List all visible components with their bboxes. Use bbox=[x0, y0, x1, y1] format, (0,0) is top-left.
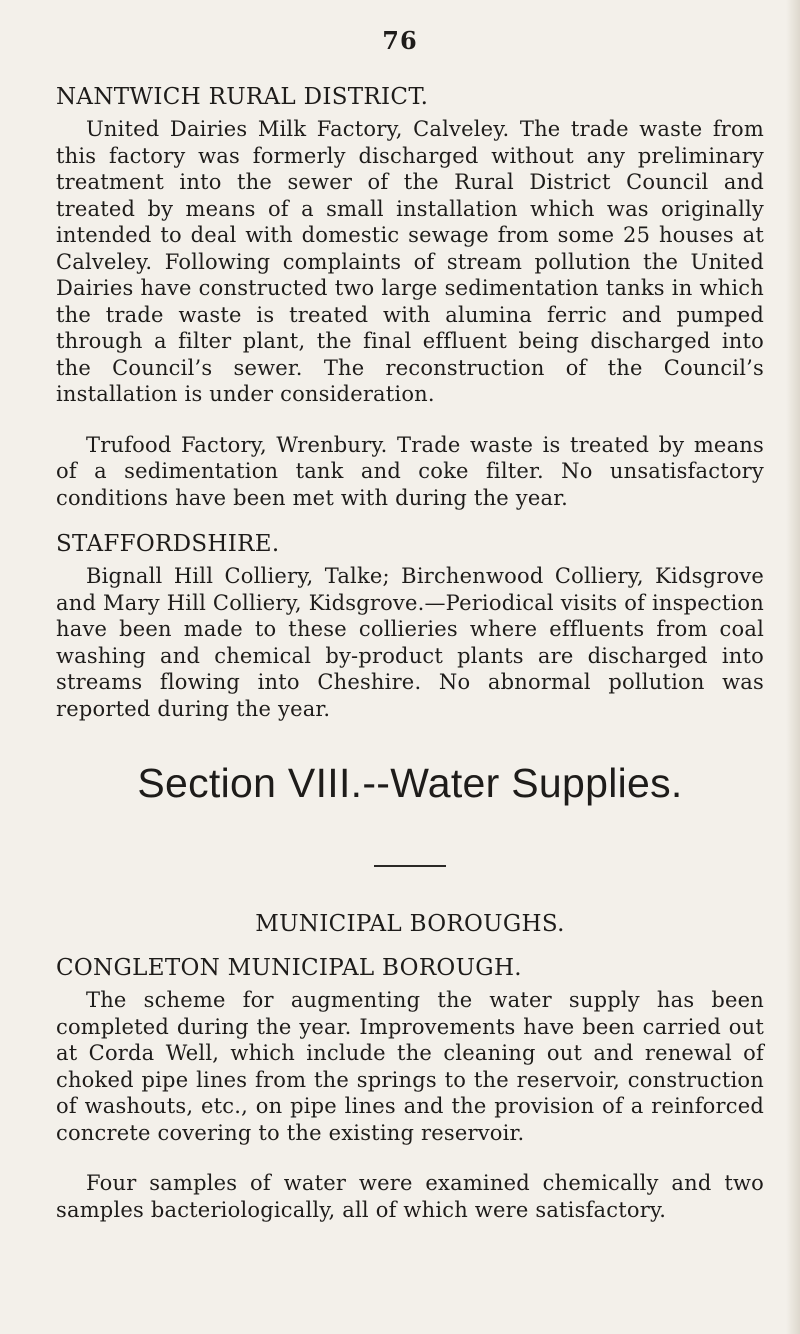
page-edge-shadow bbox=[786, 0, 800, 1334]
paragraph-congleton-samples: Four samples of water were examined chemically and two samples bacteriologically, all of which were satisfactory. bbox=[56, 1171, 764, 1222]
heading-congleton-municipal-borough: CONGLETON MUNICIPAL BOROUGH. bbox=[56, 955, 522, 981]
paragraph-congleton-water-scheme: The scheme for augmenting the water supply has been completed during the year. Improvements have been carried out at Corda Well, which include the cleaning out and renewal of choked pipe lines from the springs to the reservoir, construction of washouts, etc., on pipe lines and the provision of a reinforced concrete covering to the existing reservoir. bbox=[56, 988, 764, 1145]
heading-nantwich-rural-district: NANTWICH RURAL DISTRICT. bbox=[56, 84, 429, 110]
page-content bbox=[56, 82, 764, 1223]
heading-staffordshire: STAFFORDSHIRE. bbox=[56, 531, 280, 557]
section-title-water-supplies: Section VIII.--Water Supplies. bbox=[137, 760, 683, 806]
section-divider bbox=[374, 865, 446, 867]
paragraph-trufood-factory: Trufood Factory, Wrenbury. Trade waste is treated by means of a sedimentation tank and coke filter. No unsatisfactory conditions have been met with during the year. bbox=[56, 432, 764, 510]
page-number: 76 bbox=[382, 26, 418, 55]
paragraph-calveley-milk-factory: United Dairies Milk Factory, Calveley. The trade waste from this factory was formerly discharged without any preliminary treatment into the sewer of the Rural District Council and treated by means of a small installation which was originally intended to deal with domestic sewage from some 25 houses at Calveley. Following complaints of stream pollution the United Dairies have constructed two large sedimentation tanks in which the trade waste is treated with alumina ferric and pumped through a filter plant, the final effluent being discharged into the Council’s sewer. The reconstruction of the Council’s installation is under consideration. bbox=[56, 117, 764, 406]
heading-municipal-boroughs: MUNICIPAL BOROUGHS. bbox=[255, 911, 565, 937]
paragraph-collieries: Bignall Hill Colliery, Talke; Birchenwood Colliery, Kidsgrove and Mary Hill Colliery, Kidsgrove.—Periodical visits of inspection have been made to these collieries where effluents from coal washing and chemical by-product plants are discharged into streams flowing into Cheshire. No abnormal pollution was reported during the year. bbox=[56, 564, 764, 721]
